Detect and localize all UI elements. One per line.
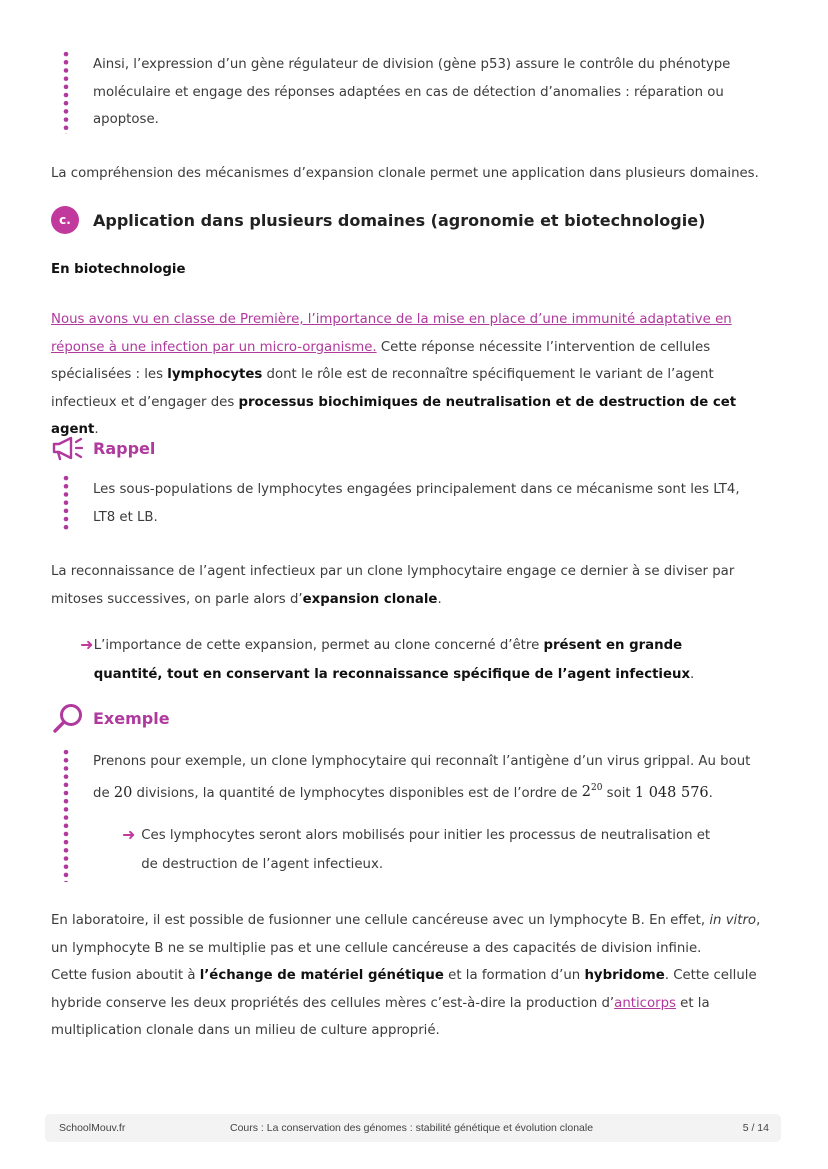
transition-paragraph: La compréhension des mécanismes d’expansion clonale permet une application dans plusieurs domaines. <box>51 166 759 181</box>
arrow-right-icon: ➜ <box>122 825 136 844</box>
rappel-callout <box>51 433 155 463</box>
arrow-right-icon: ➜ <box>80 635 94 654</box>
megaphone-icon <box>51 435 85 461</box>
page-footer <box>45 1114 781 1142</box>
importance-arrow-item <box>80 631 700 689</box>
section-heading <box>51 205 705 235</box>
exemple-text: Prenons pour exemple, un clone lymphocytaire qui reconnaît l’antigène d’un virus grippal. Au bout de 20 divisions, la quantité de lymphocytes disponibles est de l’ordre de $2^{20}$ soit 1 048 576. <box>93 754 751 801</box>
quote-dots-intro <box>63 50 69 134</box>
footer-site: SchoolMouv.fr <box>59 1122 126 1134</box>
premiere-link[interactable]: Nous avons vu en classe de Première, l’importance de la mise en place d’une immunité adaptative en réponse à une infection par un micro-organisme. <box>51 312 732 355</box>
reconnaissance-paragraph: La reconnaissance de l’agent infectieux par un clone lymphocytaire engage ce dernier à se diviser par mitoses successives, on parle alors d’expansion clonale. <box>51 564 735 607</box>
rappel-text: Les sous-populations de lymphocytes engagées principalement dans ce mécanisme sont les LT4, LT8 et LB. <box>93 482 740 525</box>
magnifier-icon <box>51 702 85 734</box>
exemple-callout <box>51 703 170 733</box>
footer-page-number: 5 / 14 <box>742 1122 769 1134</box>
subheading-biotech: En biotechnologie <box>51 262 186 277</box>
intro-quote-text: Ainsi, l’expression d’un gène régulateur de division (gène p53) assure le contrôle du phénotype moléculaire et engage des réponses adaptées en cas de détection d’anomalies : réparation ou apoptose. <box>93 57 731 127</box>
anticorps-link[interactable]: anticorps <box>614 995 676 1011</box>
importance-text: L’importance de cette expansion, permet au clone concerné d’être présent en grande quantité, tout en conservant la reconnaissance spécifique de l’agent infectieux. <box>93 638 695 682</box>
section-title: Application dans plusieurs domaines (agronomie et biotechnologie) <box>93 210 706 230</box>
exemple-arrow-item <box>122 821 722 879</box>
quote-dots-rappel <box>63 474 69 532</box>
rappel-label: Rappel <box>93 438 156 458</box>
exemple-arrow-text: Ces lymphocytes seront alors mobilisés pour initier les processus de neutralisation et de destruction de l’agent infectieux. <box>141 828 711 872</box>
footer-course: Cours : La conservation des génomes : stabilité génétique et évolution clonale <box>230 1122 594 1134</box>
laboratoire-paragraph: En laboratoire, il est possible de fusionner une cellule cancéreuse avec un lymphocyte B. En effet, in vitro, un lymphocyte B ne se multiplie pas et une cellule cancéreuse a des capacités de division infinie. Cette fusion aboutit à l’échange de matériel génétique et la formation d’un hybridome. Cette cellule hybride conserve les deux propriétés des cellules mères c’est-à-dire la production d’anticorps et la multiplication clonale dans un milieu de culture approprié. <box>51 913 761 1038</box>
exemple-label: Exemple <box>93 708 170 728</box>
quote-dots-exemple <box>63 748 69 882</box>
num-divisions: 20 <box>113 784 133 801</box>
section-badge: c. <box>51 206 79 234</box>
result-value: 1 048 576 <box>634 784 709 801</box>
biotech-paragraph: Nous avons vu en classe de Première, l’importance de la mise en place d’une immunité adaptative en réponse à une infection par un micro-organisme. Cette réponse nécessite l’intervention de cellules spécialisées : les lymphocytes dont le rôle est de reconnaître spécifiquement le variant de l’agent infectieux et d’engager des processus biochimiques de neutralisation et de destruction de cet agent. <box>51 312 737 437</box>
